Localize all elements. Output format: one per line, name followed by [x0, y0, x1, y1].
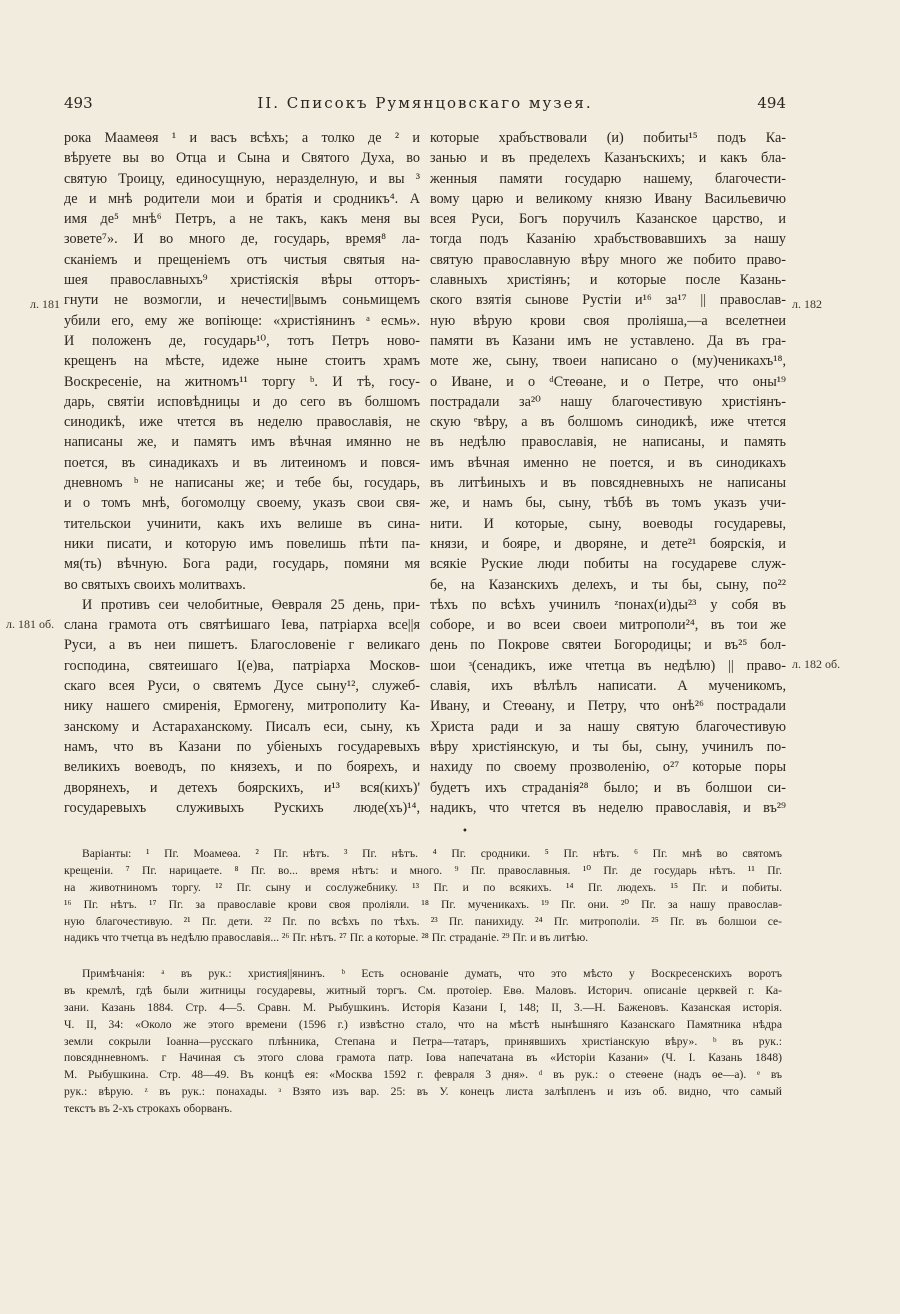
text-line: дарь, святіи исповѣдницы и до сего въ болшомъ — [64, 393, 420, 410]
margin-note-right-2: л. 182 об. — [792, 657, 841, 671]
text-line: государевыхъ служивыхъ Рускихъ люде(хъ)¹⁴, — [64, 799, 420, 816]
text-line: женныя памяти государю нашему, благочести- — [430, 170, 786, 187]
remark-line: зани. Казань 1884. Стр. 4—5. Сравн. М. Рыбушкинъ. Исторія Казани I, 148; II, 3.—Н. Баженовъ. Казанская исторія. — [64, 1000, 782, 1014]
margin-note-right-1: л. 182 — [792, 297, 822, 311]
separator-mark: • — [462, 826, 468, 837]
right-text-column — [430, 128, 786, 818]
text-line: занью и въ пределехъ Казанъскихъ; и какъ бла- — [430, 150, 786, 167]
remark-line: текстъ въ 2-хъ строкахъ оборванъ. — [64, 1102, 233, 1116]
text-line: въ литѣиныхъ и въ повсядневныхъ не написаны — [430, 475, 786, 492]
variant-line: надикъ что тчетца въ недѣлю православія... ²⁶ Пг. нѣтъ. ²⁷ Пг. а которые. ²⁸ Пг. страданіе. ²⁹ Пг. и въ литѣю. — [64, 931, 589, 945]
text-line: дневномъ ᵇ не написаны же; и тебе бы, государь, — [64, 475, 420, 492]
text-line: моте же, сыну, твоеи написано о (му)ченикахъ¹⁸, — [430, 353, 786, 370]
remarks-section — [64, 966, 782, 1118]
text-line: написаны же, и памятъ имъ вѣчная имянно не — [64, 434, 420, 451]
page-number-right: 494 — [757, 94, 786, 112]
text-line: день по Покрове святеи Богородицы; и въ²⁵ бол- — [430, 637, 786, 654]
text-line: И положенъ де, государь¹⁰, тотъ Петръ ново- — [64, 332, 420, 349]
text-line: нити. И которые, сыну, воеводы государевы, — [430, 515, 786, 532]
text-line: памяти въ Казани имъ не уставлено. Да въ гра- — [430, 332, 786, 349]
text-line: нику нашего смиренія, Ермогену, митрополиту Ка- — [64, 698, 420, 715]
text-line: и о томъ мнѣ, богомолцу своему, указъ свои свя- — [64, 495, 420, 512]
variants-section — [64, 846, 782, 947]
text-line: святую православную вѣру много же побито право- — [430, 251, 786, 268]
margin-note-left-2: л. 181 об. — [6, 617, 55, 631]
text-line: дворянехъ, и детехъ боярскихъ, и¹³ вся(кихъ)' — [64, 779, 420, 796]
text-line: намъ, что въ Казани по убіеныхъ государевыхъ — [64, 738, 420, 755]
text-line: святую Троицу, единосущную, неразделную, и вы ³ — [64, 170, 420, 187]
text-line: рока Маамеөя ¹ и васъ всѣхъ; а толко де ² и — [64, 130, 420, 146]
remark-line: Примѣчанія: ᵃ въ рук.: христия||янинъ. ᵇ Есть основаніе думать, что это мѣсто у Воскресенскихъ воротъ — [82, 967, 782, 980]
variant-line: Варіанты: ¹ Пг. Моамеөа. ² Пг. нѣтъ. ³ Пг. нѣтъ. ⁴ Пг. сродники. ⁵ Пг. нѣтъ. ⁶ Пг. мнѣ во святомъ — [82, 847, 782, 860]
page-header — [64, 94, 786, 118]
text-line: убили его, ему же вопіюще: «христіянинъ ᵃ есмь». — [64, 312, 420, 329]
remark-line: повсяднневномъ. ᴦ Начиная съ этого слова грамота патр. Іова напечатана въ «Исторіи Казани» (Ч. I. Казань 1848) — [64, 1051, 782, 1065]
text-line: же, и намъ бы, сыну, тѣбѣ въ томъ указъ учи- — [430, 495, 786, 512]
remark-line: рук.: вѣрую. ᶻ въ рук.: понахады. ᶟ Взято изъ вар. 25: въ У. конецъ листа залѣпленъ и изъ об. видно, что самый — [64, 1085, 782, 1099]
margin-note-left-1: л. 181 — [30, 297, 60, 311]
text-line: нахиду по своему прозволенію, о²⁷ которые поры — [430, 759, 786, 776]
text-line: князи, и бояре, и дворяне, и дете²¹ боярскія, и — [430, 535, 786, 552]
text-line: сканіемъ и прещеніемъ отъ чистыя святыя на- — [64, 251, 420, 268]
text-line: Христа ради и за нашу святую благочестивую — [430, 718, 786, 735]
text-line: поется, въ синадикахъ и въ литеиномъ и повся- — [64, 454, 420, 471]
text-line: синодикѣ, иже чтется въ неделю православія, не — [64, 414, 420, 431]
text-line: всея Руси, Богъ поручилъ Казанское царство, и — [430, 211, 786, 228]
text-line: ники писати, и которую имъ повелишь пѣти па- — [64, 535, 420, 552]
text-line: ского взятія сынове Рустіи и¹⁶ за¹⁷ || православ- — [430, 292, 786, 309]
running-title: II. Списокъ Румянцовскаго музея. — [257, 94, 593, 112]
text-line: шои ᶟ(сенадикъ, иже чтетца въ недѣлю) || право- — [430, 657, 786, 674]
remark-line: М. Рыбушкина. Стр. 48—49. Въ концѣ ея: «Москва 1592 г. февраля 3 дня». ᵈ въ рук.: о стеөене (надъ өе—а). ᵉ въ — [64, 1068, 782, 1082]
variant-line: на животниномъ торгу. ¹² Пг. сыну и сослужебнику. ¹³ Пг. и по всякихъ. ¹⁴ Пг. людехъ. ¹⁵ Пг. и побиты. — [64, 880, 782, 894]
text-line: мя(ть) вѣчную. Бога ради, государь, помяни мя — [64, 556, 420, 573]
text-line: Воскресеніе, на житномъ¹¹ торгу ᵇ. И тѣ, госу- — [64, 373, 420, 390]
text-line: тогда подъ Казанію храбъствовавшихъ за нашу — [430, 231, 786, 248]
remark-line: земли сокрыли Іоанна—русскаго плѣнника, Степана и Петра—татаръ, принявшихъ христіанскую вѣру». ᵇ въ рук.: — [64, 1034, 782, 1048]
text-line: господина, святеишаго І(е)ва, патріарха Москов- — [64, 657, 420, 674]
text-line: гнути не возмогли, и нечести||вымъ соньмищемъ — [64, 292, 420, 309]
text-line: всякіе Руские люди побиты на государеве служ- — [430, 556, 786, 573]
text-line: вѣру христіянскую, и ты бы, сыну, учинилъ по- — [430, 738, 786, 755]
text-line: тительскои учинити, какъ ихъ велише въ сина- — [64, 515, 420, 532]
text-line: скую ᵉвѣру, а въ болшомъ синодикѣ, иже чтется — [430, 414, 786, 431]
text-line: которые храбъствовали (и) побиты¹⁵ подъ Ка- — [430, 130, 786, 146]
variant-line: ную благочестивую. ²¹ Пг. дети. ²² Пг. по всѣхъ по тѣхъ. ²³ Пг. панихиду. ²⁴ Пг. митрополіи. ²⁵ Пг. въ болшои се- — [64, 914, 782, 928]
variant-line: крещеніи. ⁷ Пг. нарицаете. ⁸ Пг. во... время нѣтъ: и много. ⁹ Пг. православныя. ¹⁰ Пг. де государь нѣтъ. ¹¹ Пг. — [64, 863, 782, 877]
text-line: имъ вѣчная именно не поется, и въ синодикахъ — [430, 454, 786, 471]
text-line: вѣруете вы во Отца и Сына и Святого Духа, во — [64, 150, 420, 167]
text-line: соборе, и во всеи своеи митрополи²⁴, въ тои же — [430, 617, 786, 634]
text-line: тѣхъ по всѣхъ учинилъ ᶻпонах(и)ды²³ у собя въ — [430, 596, 786, 613]
text-line: славныхъ христіянъ; и которые после Казань- — [430, 272, 786, 289]
text-line: Ивану, и Стеөану, и Петру, что онѣ²⁶ пострадали — [430, 698, 786, 715]
text-line: скаго всея Руси, о святемъ Дусе сыну¹², служеб- — [64, 678, 420, 695]
text-line: зовете⁷». И во много де, государь, время⁸ ла- — [64, 231, 420, 248]
text-line: де и мнѣ родители мои и братія и сродникъ⁴. А — [64, 190, 420, 207]
text-line: славія, ихъ вѣлѣлъ написати. А мученикомъ, — [430, 678, 786, 695]
text-line: бе, на Казанскихъ делехъ, и ты бы, сыну, по²² — [430, 576, 786, 593]
text-line: крещенъ на мѣсте, идеже ныне стоитъ храмъ — [64, 353, 420, 370]
remark-line: въ кремлѣ, гдѣ были житницы государевы, житный торгъ. См. протоіер. Евө. Маловъ. Историч. описаніе церквей г. Ка- — [64, 983, 782, 997]
text-line: въ недѣлю православія, не написаны, и память — [430, 434, 786, 451]
text-line: надикъ, что чтется въ неделю православія, и въ²⁹ — [430, 799, 786, 816]
variant-line: ¹⁶ Пг. нѣтъ. ¹⁷ Пг. за православіе крови своя проліяли. ¹⁸ Пг. мученикахъ. ¹⁹ Пг. они. ²⁰ Пг. за нашу православ- — [64, 897, 782, 911]
remark-line: Ч. II, 34: «Около же этого времени (1596 г.) извѣстно стало, что на мѣстѣ нынѣшняго Казанскаго Памятника нѣдра — [64, 1017, 782, 1031]
text-line: занскому и Астараханскому. Писалъ еси, сыну, къ — [64, 718, 420, 735]
text-line: слана грамота отъ святѣишаго Іева, патріарха все||я — [64, 617, 420, 634]
text-line: во святыхъ своихъ молитвахъ. — [64, 576, 246, 593]
text-line: вому царю и великому князю Ивану Васильевичю — [430, 190, 786, 207]
page-number-left: 493 — [64, 94, 93, 112]
text-line: Руси, а въ неи пишетъ. Благословеніе ᴦ великаго — [64, 637, 420, 654]
text-line: шея православныхъ⁹ христіяскія вѣры отторъ- — [64, 272, 420, 289]
left-text-column — [64, 128, 420, 818]
text-line: И противъ сеи челобитные, Өевраля 25 день, при- — [82, 596, 420, 613]
text-line: имя де⁵ мнѣ⁶ Петръ, а не такъ, какъ меня вы — [64, 211, 420, 228]
text-line: о Иване, и о ᵈСтеөане, и о Петре, что оны¹⁹ — [430, 373, 786, 390]
text-line: великихъ воеводъ, по князехъ, и по боярехъ, и — [64, 759, 420, 776]
text-line: ную вѣрую крови своя проліяша,—а вселетнеи — [430, 312, 786, 329]
text-line: будетъ ихъ страданія²⁸ было; и въ болшои си- — [430, 779, 786, 796]
text-line: пострадали за²⁰ нашу благочестивую христіянъ- — [430, 393, 786, 410]
